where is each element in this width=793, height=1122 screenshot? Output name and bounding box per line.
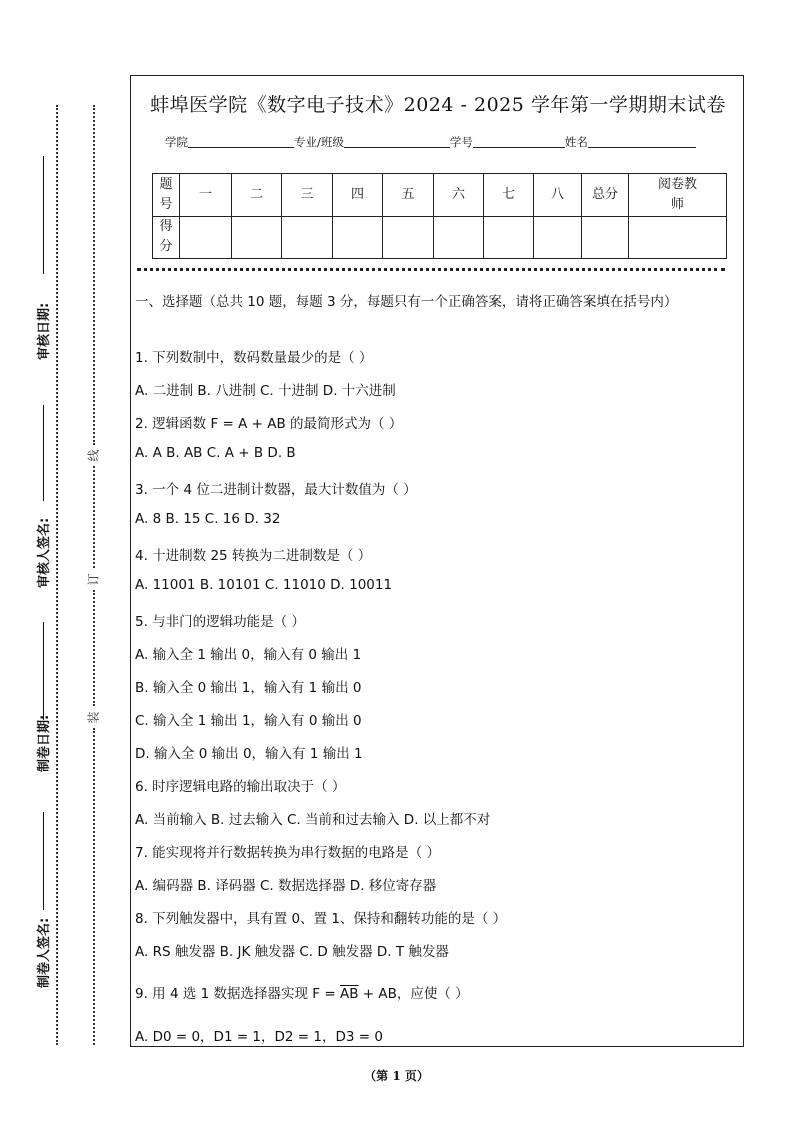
- col-header: 一: [180, 174, 232, 217]
- row-label-question: 题号: [153, 174, 180, 217]
- question-5: 5. 与非门的逻辑功能是（ ）: [135, 614, 305, 630]
- score-cell[interactable]: [232, 216, 282, 259]
- question-1: 1. 下列数制中，数码数量最少的是（ ）: [135, 350, 373, 366]
- left-dotted-line: [56, 105, 58, 1045]
- seal-dotted-line-bottom: [93, 728, 95, 1045]
- question-1-options: A. 二进制 B. 八进制 C. 十进制 D. 十六进制: [135, 383, 396, 399]
- question-9-a-bar: $\overline{A}$: [339, 986, 350, 1002]
- page-number: （第 1 页）: [364, 1069, 429, 1083]
- exam-title: 蚌埠医学院《数字电子技术》2024 - 2025 学年第一学期期末试卷: [150, 94, 726, 116]
- col-header: 二: [232, 174, 282, 217]
- question-2: 2. 逻辑函数 F = A + AB 的最简形式为（ ）: [135, 416, 403, 432]
- question-9-options: A. D0 = 0，D1 = 1，D2 = 1，D3 = 0: [135, 1029, 383, 1045]
- question-9-suffix: + AB，应使（ ）: [358, 986, 469, 1002]
- question-9: [135, 982, 469, 1002]
- score-cell[interactable]: [383, 216, 434, 259]
- question-5-option-a: A. 输入全 1 输出 0，输入有 0 输出 1: [135, 647, 362, 663]
- mark-seal: 装: [86, 711, 101, 724]
- col-header: 七: [484, 174, 534, 217]
- seal-dotted-line-top: [93, 105, 95, 445]
- reviewer-sign-line: [43, 405, 44, 501]
- question-5-option-c: C. 输入全 1 输出 1，输入有 0 输出 0: [135, 713, 362, 729]
- question-3: 3. 一个 4 位二进制计数器，最大计数值为（ ）: [135, 482, 417, 498]
- score-cell[interactable]: [484, 216, 534, 259]
- student-info-row: [165, 134, 696, 150]
- dotted-separator: [137, 268, 725, 271]
- college-field[interactable]: [188, 135, 294, 148]
- major-label: 专业/班级: [294, 135, 344, 149]
- review-date-line: [43, 156, 44, 274]
- reviewer-sign-label: 审核人签名:: [37, 517, 52, 588]
- score-table: [152, 173, 727, 259]
- question-4: 4. 十进制数 25 转换为二进制数是（ ）: [135, 548, 372, 564]
- col-header: 三: [282, 174, 333, 217]
- question-7: 7. 能实现将并行数据转换为串行数据的电路是（ ）: [135, 845, 440, 861]
- name-label: 姓名: [564, 135, 588, 149]
- score-cell[interactable]: [282, 216, 333, 259]
- score-cell[interactable]: [333, 216, 383, 259]
- score-cell[interactable]: [180, 216, 232, 259]
- seal-dotted-line-low: [93, 590, 95, 706]
- make-date-label: 制卷日期:: [37, 714, 52, 772]
- col-header: 四: [333, 174, 383, 217]
- question-5-option-d: D. 输入全 0 输出 0，输入有 1 输出 1: [135, 746, 363, 762]
- question-9-b-bar: $\overline{B}$: [349, 986, 359, 1002]
- seal-dotted-line-mid: [93, 466, 95, 568]
- question-7-options: A. 编码器 B. 译码器 C. 数据选择器 D. 移位寄存器: [135, 878, 437, 894]
- review-date-label: 审核日期:: [37, 302, 52, 360]
- question-9-prefix: 9. 用 4 选 1 数据选择器实现 F =: [135, 986, 340, 1002]
- name-field[interactable]: [588, 135, 696, 148]
- col-header: 八: [534, 174, 582, 217]
- question-6: 6. 时序逻辑电路的输出取决于（ ）: [135, 779, 346, 795]
- col-header-total: 总分: [582, 174, 629, 217]
- exam-frame: [130, 75, 744, 1047]
- maker-sign-label: 制卷人签名:: [37, 917, 52, 988]
- score-table-header-row: [153, 174, 727, 217]
- col-header: 五: [383, 174, 434, 217]
- college-label: 学院: [165, 135, 188, 149]
- question-8: 8. 下列触发器中，具有置 0、置 1、保持和翻转功能的是（ ）: [135, 911, 507, 927]
- col-header-grader: 阅卷教师: [629, 174, 727, 217]
- question-6-options: A. 当前输入 B. 过去输入 C. 当前和过去输入 D. 以上都不对: [135, 812, 491, 828]
- col-header: 六: [434, 174, 484, 217]
- mark-line: 线: [86, 449, 101, 462]
- mark-bind: 订: [86, 573, 101, 586]
- question-3-options: A. 8 B. 15 C. 16 D. 32: [135, 511, 281, 527]
- score-cell-total[interactable]: [582, 216, 629, 259]
- score-table-score-row: [153, 216, 727, 259]
- student-id-label: 学号: [449, 135, 473, 149]
- score-cell[interactable]: [434, 216, 484, 259]
- student-id-field[interactable]: [473, 135, 565, 148]
- question-2-options: A. A B. AB C. A + B D. B: [135, 445, 296, 461]
- make-date-line: [43, 622, 44, 720]
- row-label-score: 得分: [153, 216, 180, 259]
- question-8-options: A. RS 触发器 B. JK 触发器 C. D 触发器 D. T 触发器: [135, 944, 449, 960]
- major-field[interactable]: [344, 135, 450, 148]
- question-5-option-b: B. 输入全 0 输出 1，输入有 1 输出 0: [135, 680, 362, 696]
- score-cell[interactable]: [534, 216, 582, 259]
- score-cell-grader[interactable]: [629, 216, 727, 259]
- question-4-options: A. 11001 B. 10101 C. 11010 D. 10011: [135, 577, 393, 593]
- section-heading: 一、选择题（总共 10 题，每题 3 分，每题只有一个正确答案，请将正确答案填在括号内）: [135, 294, 678, 310]
- maker-sign-line: [43, 812, 44, 910]
